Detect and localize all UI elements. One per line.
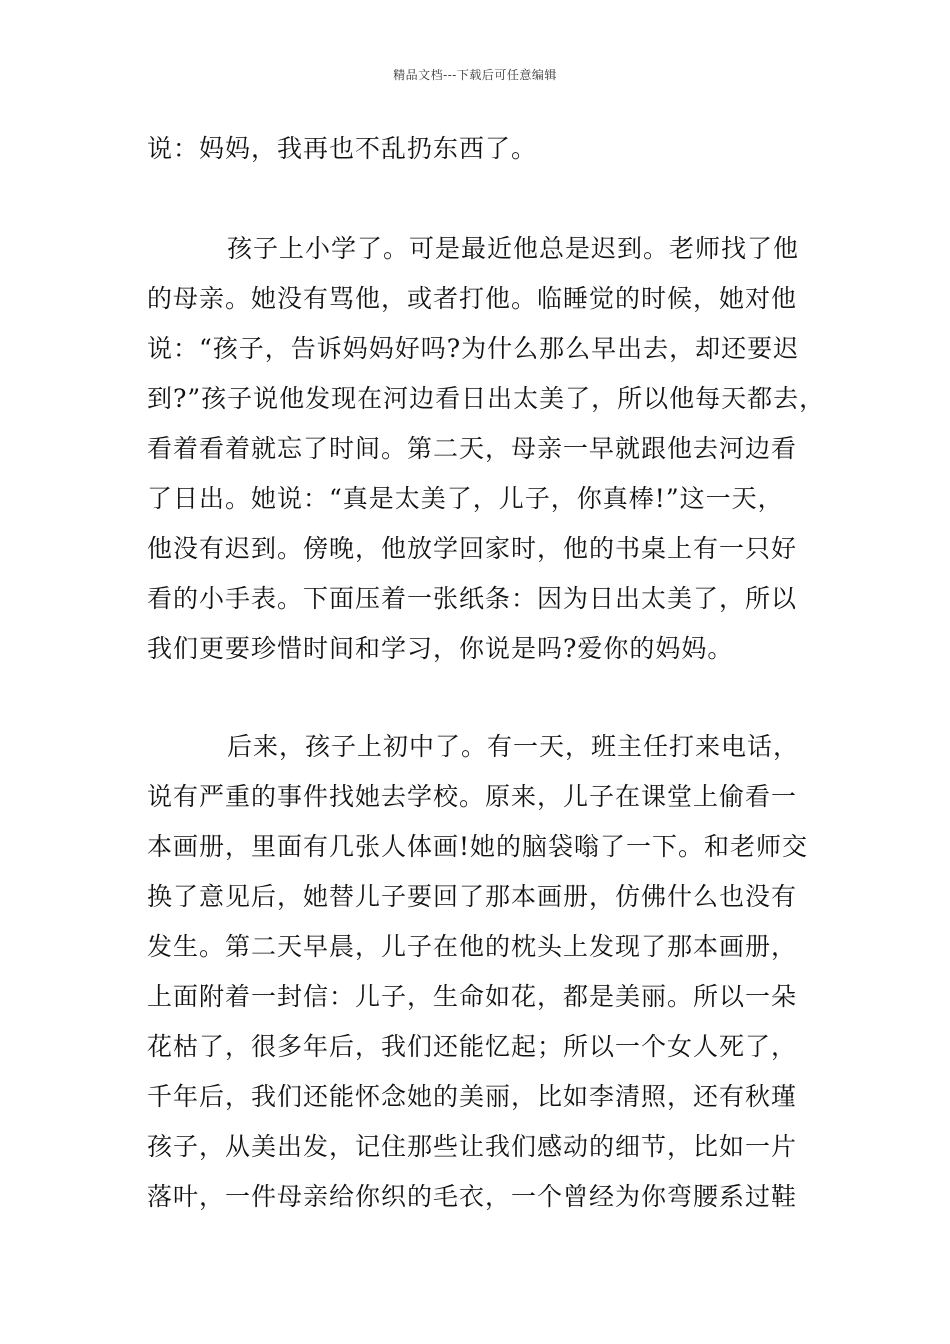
page-header: 精品文档---下载后可任意编辑 <box>393 68 557 82</box>
text-line: 了日出。她说：“真是太美了，儿子，你真棒!”这一天， <box>147 484 784 513</box>
text-line: 说：妈妈，我再也不乱扔东西了。 <box>147 134 538 163</box>
text-line: 到?”孩子说他发现在河边看日出太美了，所以他每天都去， <box>147 384 826 413</box>
text-line: 千年后，我们还能怀念她的美丽，比如李清照，还有秋瑾 <box>147 1082 798 1111</box>
text-line: 我们更要珍惜时间和学习，你说是吗?爱你的妈妈。 <box>147 634 734 663</box>
text-line: 他没有迟到。傍晚，他放学回家时，他的书桌上有一只好 <box>147 534 798 563</box>
text-line: 花枯了，很多年后，我们还能忆起；所以一个女人死了， <box>147 1032 798 1061</box>
text-line: 上面附着一封信：儿子，生命如花，都是美丽。所以一朵 <box>147 982 798 1011</box>
paragraph-first-line: 孩子上小学了。可是最近他总是迟到。老师找了他 <box>227 234 800 263</box>
paragraph-first-line: 后来，孩子上初中了。有一天，班主任打来电话， <box>227 732 800 761</box>
text-line: 看着看着就忘了时间。第二天，母亲一早就跟他去河边看 <box>147 434 798 463</box>
text-line: 的母亲。她没有骂他，或者打他。临睡觉的时候，她对他 <box>147 284 798 313</box>
text-line: 换了意见后，她替儿子要回了那本画册，仿佛什么也没有 <box>147 882 798 911</box>
text-line: 落叶，一件母亲给你织的毛衣，一个曾经为你弯腰系过鞋 <box>147 1182 798 1211</box>
text-line: 发生。第二天早晨，儿子在他的枕头上发现了那本画册， <box>147 932 798 961</box>
text-line: 说：“孩子，告诉妈妈好吗?为什么那么早出去，却还要迟 <box>147 334 800 363</box>
text-line: 看的小手表。下面压着一张纸条：因为日出太美了，所以 <box>147 584 798 613</box>
text-line: 说有严重的事件找她去学校。原来，儿子在课堂上偷看一 <box>147 782 798 811</box>
text-line: 本画册，里面有几张人体画!她的脑袋嗡了一下。和老师交 <box>147 832 809 861</box>
text-line: 孩子，从美出发，记住那些让我们感动的细节，比如一片 <box>147 1132 798 1161</box>
